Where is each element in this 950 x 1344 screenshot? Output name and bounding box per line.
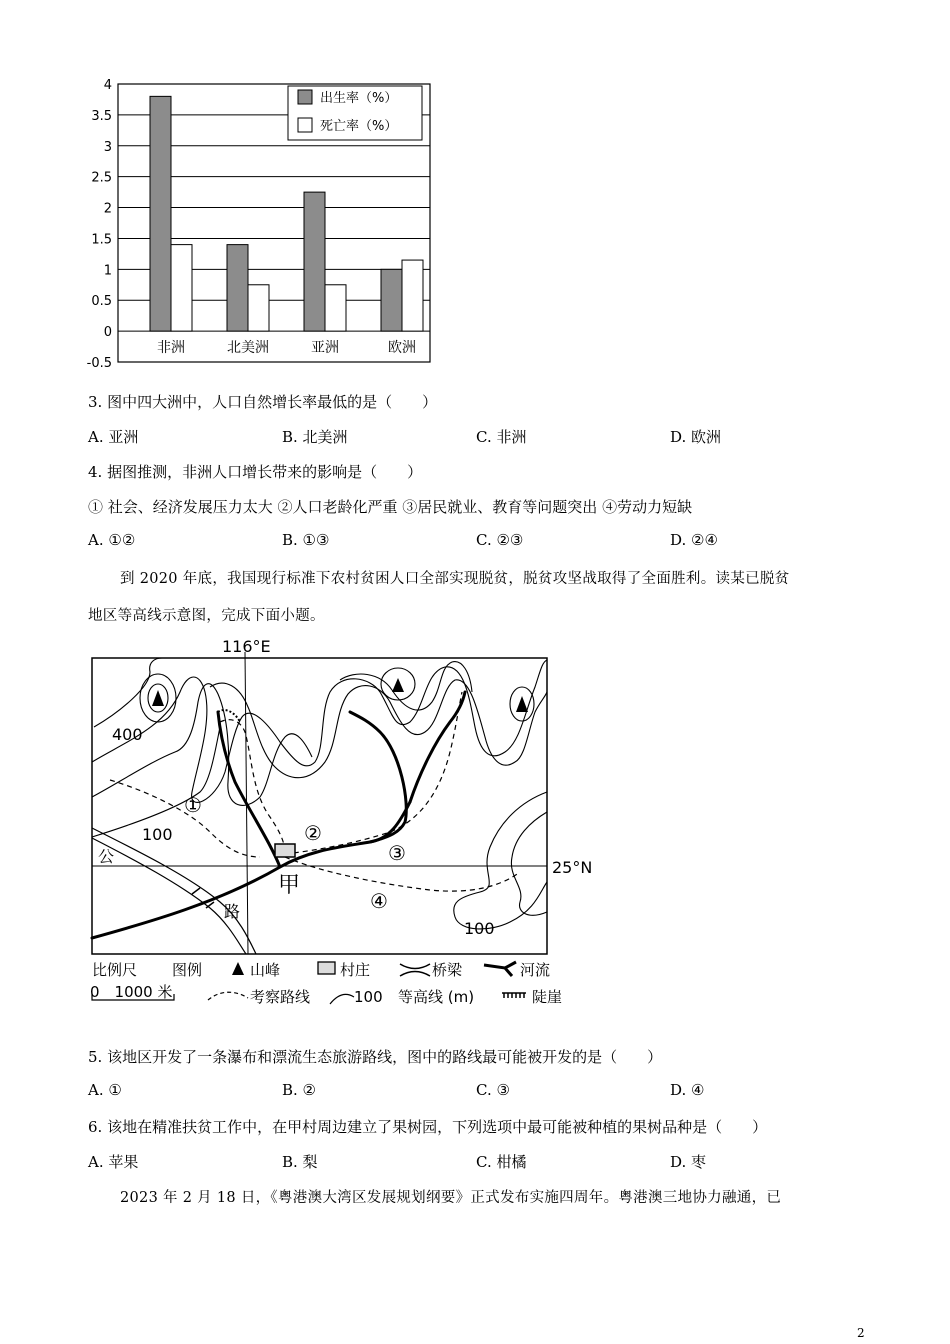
chart-legend — [288, 86, 422, 140]
latitude-label: 25°N — [552, 858, 593, 877]
passage-1-line-2: 地区等高线示意图，完成下面小题。 — [88, 608, 325, 624]
q4-option-a[interactable]: A. ①② — [88, 531, 136, 549]
q4-option-b[interactable]: B. ①③ — [282, 531, 330, 549]
peak-icon-2 — [392, 678, 404, 692]
legend-swatch-death — [298, 118, 312, 132]
y-tick-label: 1 — [103, 263, 112, 279]
x-category-label: 非洲 — [157, 340, 185, 356]
village-label: 甲 — [278, 873, 301, 898]
x-category-label: 亚洲 — [311, 340, 339, 356]
q3-option-d[interactable]: D. 欧洲 — [670, 428, 722, 446]
legend-route-icon — [208, 992, 248, 1000]
contour-label-100-east: 100 — [464, 919, 495, 938]
legend-peak-label: 山峰 — [250, 961, 281, 979]
legend-swatch-birth — [298, 90, 312, 104]
q3-option-c[interactable]: C. 非洲 — [476, 428, 527, 446]
page-number: 2 — [857, 1326, 865, 1340]
legend-scale-value: 0 1000 米 — [90, 983, 173, 1001]
peak-icon-3 — [516, 696, 528, 712]
x-category-label: 北美洲 — [227, 340, 269, 356]
route-label-1: ① — [184, 793, 202, 817]
legend-scale-label: 比例尺 — [92, 961, 138, 979]
y-tick-label: 2 — [103, 201, 112, 217]
y-axis-ticks — [87, 78, 112, 371]
y-tick-label: 4 — [103, 78, 112, 93]
q5-option-a[interactable]: A. ① — [88, 1081, 122, 1099]
birth-death-rate-chart — [80, 72, 450, 372]
legend-river-icon — [484, 962, 516, 976]
question-6-stem: 6. 该地在精准扶贫工作中，在甲村周边建立了果树园，下列选项中最可能被种植的果树品种是（ ） — [88, 1118, 768, 1136]
route-label-3: ③ — [388, 841, 406, 865]
q5-option-b[interactable]: B. ② — [282, 1081, 317, 1099]
q3-option-a[interactable]: A. 亚洲 — [88, 428, 139, 446]
bar-death-0 — [171, 245, 192, 331]
legend-bridge-label: 桥梁 — [432, 961, 463, 979]
q6-option-c[interactable]: C. 柑橘 — [476, 1153, 527, 1171]
investigation-routes — [110, 692, 520, 891]
q6-option-b[interactable]: B. 梨 — [282, 1153, 318, 1171]
q5-option-d[interactable]: D. ④ — [670, 1081, 705, 1099]
legend-river-label: 河流 — [520, 961, 551, 979]
x-axis-labels — [157, 340, 416, 356]
legend-contour-icon — [330, 994, 354, 1004]
village-icon — [275, 844, 295, 857]
legend-village-icon — [318, 962, 335, 974]
bar-birth-2 — [304, 192, 325, 331]
bar-death-3 — [402, 260, 423, 331]
legend-title: 图例 — [172, 961, 203, 979]
road-label-1: 公 — [98, 847, 115, 866]
bar-death-1 — [248, 285, 269, 331]
legend-contour-label: 等高线 (m) — [398, 988, 475, 1006]
q6-option-a[interactable]: A. 苹果 — [88, 1153, 139, 1171]
bar-death-2 — [325, 285, 346, 331]
bar-birth-0 — [150, 96, 171, 331]
question-4-stem: 4. 据图推测，非洲人口增长带来的影响是（ ） — [88, 463, 423, 481]
passage-1-line-1: 到 2020 年底，我国现行标准下农村贫困人口全部实现脱贫，脱贫攻坚战取得了全面胜利。读某已脱贫 — [120, 571, 790, 587]
x-category-label: 欧洲 — [388, 340, 416, 356]
question-4-items: ① 社会、经济发展压力太大 ②人口老龄化严重 ③居民就业、教育等问题突出 ④劳动力短缺 — [88, 498, 693, 516]
legend-route-label: 考察路线 — [250, 988, 311, 1006]
legend-cliff-icon — [502, 993, 526, 998]
passage-2-line-1: 2023 年 2 月 18 日，《粤港澳大湾区发展规划纲要》正式发布实施四周年。粤港澳三地协力融通，已 — [120, 1190, 782, 1206]
q6-option-d[interactable]: D. 枣 — [670, 1153, 707, 1171]
map-legend — [90, 961, 562, 1006]
legend-bridge-icon — [400, 964, 430, 976]
y-tick-label: 1.5 — [91, 232, 112, 248]
bar-birth-3 — [381, 269, 402, 331]
y-tick-label: 3 — [103, 139, 112, 155]
route-label-2: ② — [304, 821, 322, 845]
question-5-stem: 5. 该地区开发了一条瀑布和漂流生态旅游路线，图中的路线最可能被开发的是（ ） — [88, 1048, 663, 1066]
peak-icon-1 — [152, 690, 164, 706]
road-label-2: 路 — [224, 902, 241, 921]
contour-label-100-west: 100 — [142, 825, 173, 844]
route-label-4: ④ — [370, 889, 388, 913]
q3-option-b[interactable]: B. 北美洲 — [282, 428, 348, 446]
y-tick-label: 3.5 — [91, 108, 112, 124]
q5-option-c[interactable]: C. ③ — [476, 1081, 510, 1099]
legend-label-birth: 出生率（%） — [320, 91, 398, 106]
legend-cliff-label: 陡崖 — [532, 988, 563, 1006]
legend-village-label: 村庄 — [340, 961, 371, 979]
contour-label-400: 400 — [112, 725, 143, 744]
y-tick-label: 2.5 — [91, 170, 112, 186]
longitude-label: 116°E — [222, 637, 271, 656]
bar-birth-1 — [227, 245, 248, 331]
y-tick-label: 0 — [103, 325, 112, 341]
legend-label-death: 死亡率（%） — [320, 119, 398, 134]
legend-contour-number: 100 — [354, 988, 383, 1006]
q4-option-d[interactable]: D. ②④ — [670, 531, 718, 549]
contour-map — [80, 632, 610, 1012]
y-tick-label: 0.5 — [91, 294, 112, 310]
y-tick-label: -0.5 — [86, 356, 112, 371]
question-3-stem: 3. 图中四大洲中，人口自然增长率最低的是（ ） — [88, 393, 438, 411]
legend-peak-icon — [232, 962, 244, 975]
q4-option-c[interactable]: C. ②③ — [476, 531, 524, 549]
